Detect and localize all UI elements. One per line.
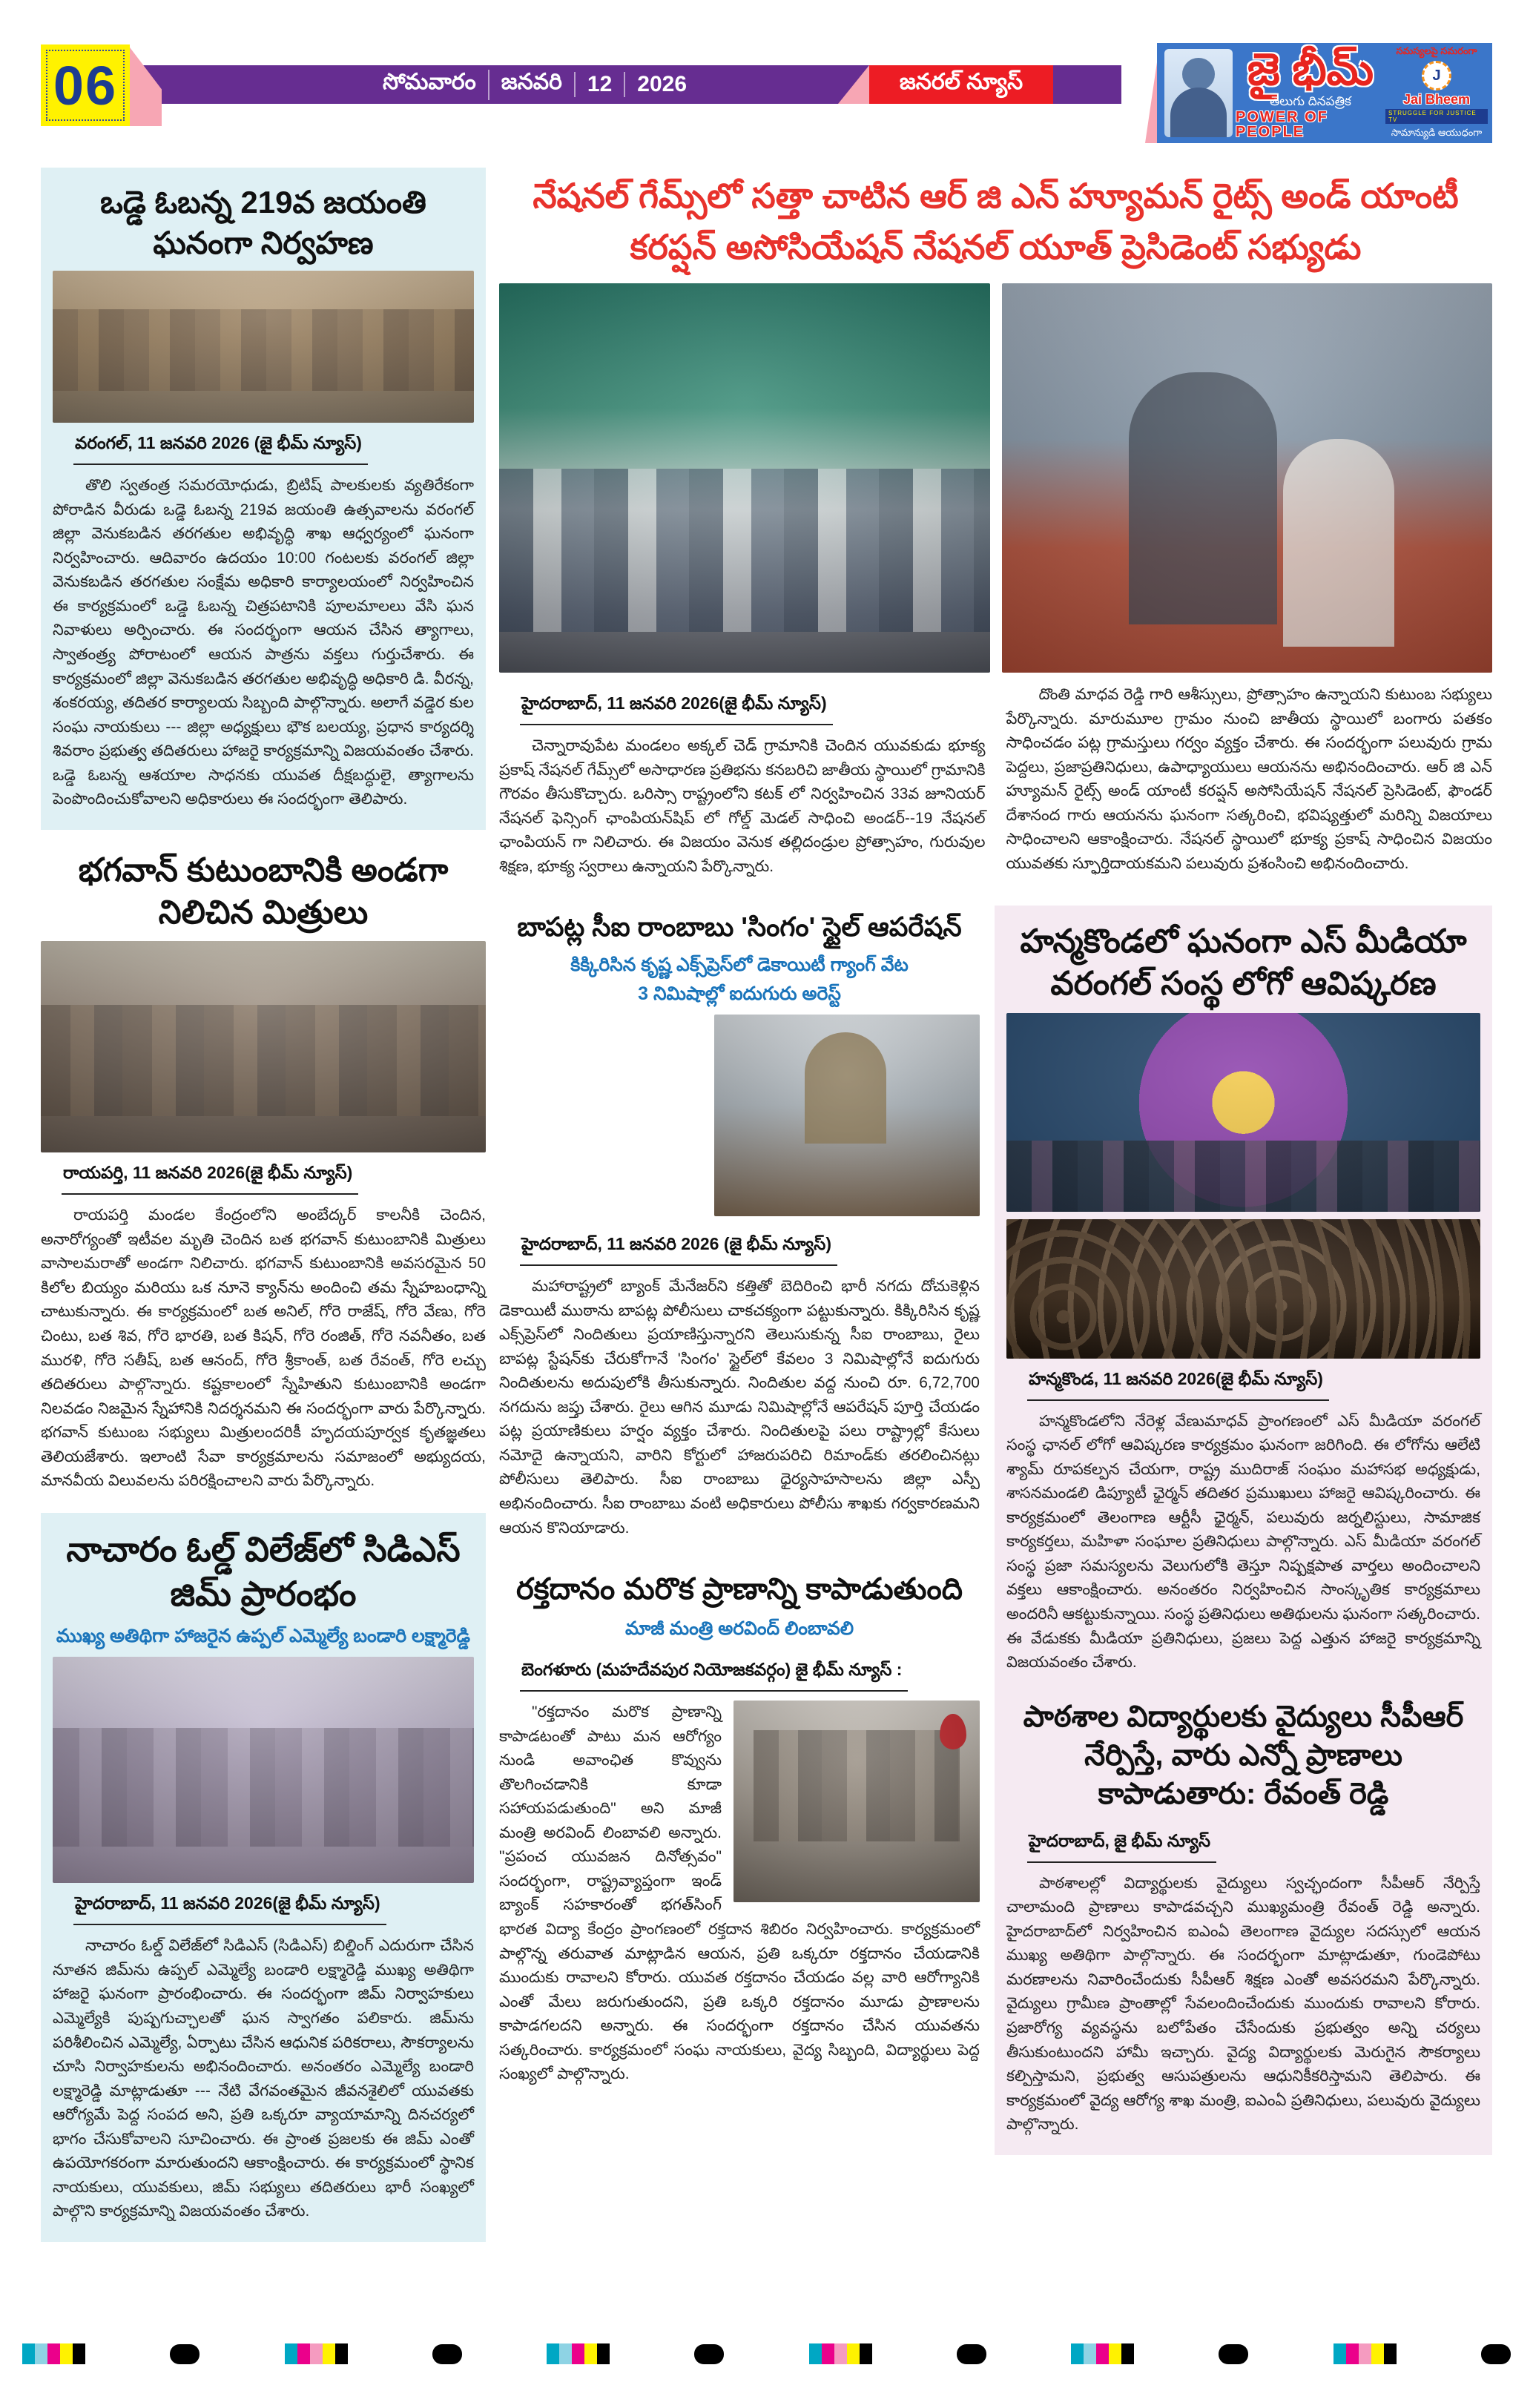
article-cpr [1006,1698,1480,2137]
registration-oval [1481,2344,1511,2364]
smedia-stage-photo [1006,1013,1480,1212]
logo-subtitle: తెలుగు దినపత్రిక [1270,93,1351,108]
article-bapatla-subhead2: 3 నిమిషాల్లో ఐదుగురు అరెస్ట్ [638,983,841,1005]
article-blood-body: "రక్తదానం మరొక ప్రాణాన్ని కాపాడటంతో పాటు మన ఆరోగ్యం నుండి అవాంఛిత కొవ్వును తొలగించడానికి కూడా సహాయపడుతుంది" అని మాజీ మంత్రి అరవింద్ లింబావలి అన్నారు. "ప్రపంచ యువజన దినోత్సవం" సందర్భంగా, రాష్ట్రవ్యాప్తంగా ఇండ్ బ్యాంక్ సహకారంతో భగత్‌సింగ్ భారత విద్యా కేంద్రం ప్రాంగణంలో రక్తదాన శిబిరం నిర్వహించారు. కార్యక్రమంలో పాల్గొన్న తరువాత మాట్లాడిన ఆయన, ప్రతి ఒక్కరూ రక్తదానం చేయడానికి ముందుకు రావాలని కోరారు. యువత రక్తదానం చేయడం వల్ల వారి ఆరోగ్యానికి ఎంతో మేలు జరుగుతుందని, ప్రతి ఒక్కరి రక్తదానం మూడు ప్రాణాలను కాపాడగలదని అన్నారు. ఈ సందర్భంగా రక్తదానం చేసిన యువతను సత్కరించారు. కార్యక్రమంలో సంఘ నాయకులు, వైద్య సిబ్బంది, విద్యార్థులు పెద్ద సంఖ్యలో పాల్గొన్నారు. [499,1703,980,2083]
article-bapatla-headline: బాపట్ల సీఐ రాంబాబు 'సింగం' స్టైల్ ఆపరేషన్ [517,911,962,943]
logo-tagline-top: సమస్యలపై సమరంగా [1396,45,1477,56]
national-games-photos [499,283,1492,673]
registration-oval [694,2344,724,2364]
article-smedia-headline: హన్మకొండలో ఘనంగా ఎస్ మీడియా వరంగల్ సంస్థ లోగో ఆవిష్కరణ [1020,923,1467,1003]
color-swatch-group [1071,2343,1134,2364]
article-gym-headline: నాచారం ఓల్డ్ విలేజ్‌లో సిడిఎస్ జిమ్ ప్రారంభం [66,1529,461,1613]
lower-split-row [499,906,1492,2154]
section-badge: జనరల్ న్యూస్ [869,65,1053,104]
page-content [41,168,1492,2242]
article-bapatla [499,910,980,1548]
article-gym-subhead: ముఖ్య అతిథిగా హాజరైన ఉప్పల్ ఎమ్మెల్యే బండారి లక్ష్మారెడ్డి [56,1626,471,1647]
article-bapatla-body: మహారాష్ట్రలో బ్యాంక్ మేనేజర్‌ని కత్తితో బెదిరించి భారీ నగదు దోచుకెళ్లిన డెకాయిటీ ముఠాను బాపట్ల పోలీసులు చాకచక్యంగా పట్టుకున్నారు. కిక్కిరిసిన కృష్ణ ఎక్స్‌ప్రెస్‌లో నిందితులు ప్రయాణిస్తున్నారని తెలుసుకున్న సీఐ రాంబాబు, రైలు బాపట్ల స్టేషన్‌కు చేరుకోగానే 'సింగం' స్టైల్‌లో కేవలం 3 నిమిషాల్లోనే ఐదుగురు నిందితులను అదుపులోకి తీసుకున్నారు. నిందితుల వద్ద నుంచి రూ. 6,72,700 నగదును జప్తు చేశారు. రైలు ఆగిన మూడు నిమిషాల్లోనే ఆపరేషన్ పూర్తి చేయడం పట్ల ప్రయాణికులు హర్షం వ్యక్తం చేశారు. నిందితులపై పలు రాష్ట్రాల్లో కేసులు నమోదై ఉన్నాయని, వారిని కోర్టులో హాజరుపరిచి రిమాండ్‌కు తరలించినట్లు పోలీసులు తెలిపారు. సీఐ రాంబాబు ధైర్యసాహసాలను జిల్లా ఎస్పీ అభినందించారు. సీఐ రాంబాబు వంటి అధికారులు పోలీసు శాఖకు గర్వకారణమని ఆయన కొనియాడారు. [499,1278,980,1537]
date-month: జనవరి [488,70,562,100]
date-day: 12 [574,72,612,97]
color-swatch-group [547,2343,610,2364]
article-blood-dateline: బెంగళూరు (మహదేవపుర నియోజకవర్గం) జై భీమ్ న్యూస్ : [520,1657,908,1692]
blood-donation-photo [733,1701,980,1902]
article-smedia-body: హన్మకొండలోని నేరెళ్ల వేణుమాధవ్ ప్రాంగణంలో ఎస్ మీడియా వరంగల్ సంస్థ ఛానల్ లోగో ఆవిష్కరణ కార్యక్రమం ఘనంగా జరిగింది. ఈ లోగోను ఆలేటి శ్యామ్ రూపకల్పన చేయగా, రాష్ట్ర ముదిరాజ్ సంఘం మహాసభ అధ్యక్షుడు, శాసనమండలి డిప్యూటీ ఛైర్మన్ తదితర ప్రముఖులు హాజరై ఆవిష్కరించారు. ఈ కార్యక్రమంలో తెలంగాణ ఆర్టీసీ ఛైర్మన్, పలువురు జర్నలిస్టులు, సామాజిక కార్యకర్తలు, మహిళా సంఘాల ప్రతినిధులు పాల్గొన్నారు. ఎస్ మీడియా వరంగల్ సంస్థ ప్రజా సమస్యలను వెలుగులోకి తెస్తూ నిష్పక్షపాత వార్తలు అందించాలని వక్తలు ఆకాంక్షించారు. అనంతరం నిర్వహించిన సాంస్కృతిక కార్యక్రమాలు అందరినీ ఆకట్టుకున్నాయి. సంస్థ ప్రతినిధులు అతిథులను ఘనంగా సత్కరించారు. ఈ వేడుకకు మీడియా ప్రతినిధులు, ప్రజలు పెద్ద ఎత్తున హాజరై కార్యక్రమాన్ని విజయవంతం చేశారు. [1006,1412,1480,1672]
article-national-games-dateline: హైదరాబాద్, 11 జనవరి 2026(జై భీమ్ న్యూస్) [520,690,833,725]
article-smedia [1006,920,1480,1675]
article-national-games-body-left: చెన్నారావుపేట మండలం అక్కల్ చెడ్ గ్రామానికి చెందిన యువకుడు భూక్య ప్రకాష్ నేషనల్ గేమ్స్‌లో అసాధారణ ప్రతిభను కనబరిచి జాతీయ స్థాయిలో గ్రామానికి గౌరవం తీసుకొచ్చారు. ఒరిస్సా రాష్ట్రంలోని కటక్ లో నిర్వహించిన 33వ జూనియర్ నేషనల్ ఫెన్సింగ్ ఛాంపియన్‌షిప్ లో గోల్డ్ మెడల్ సాధించి అండర్--19 నేషనల్ ఛాంపియన్ గా నిలిచారు. ఈ విజయం వెనుక తల్లిదండ్రుల ప్రోత్సాహం, గురువుల శిక్షణ, భూక్య స్వరాలు ఉన్నాయని పేర్కొన్నారు. [499,737,986,875]
article-gym [41,1513,486,2242]
article-bapatla-dateline: హైదరాబాద్, 11 జనవరి 2026 (జై భీమ్ న్యూస్) [520,1231,837,1266]
color-swatch-group [22,2343,85,2364]
date-bar [138,65,1121,104]
center-column [499,906,980,2094]
article-bhagwan-dateline: రాయపర్తి, 11 జనవరి 2026(జై భీమ్ న్యూస్) [62,1160,358,1195]
registration-oval [170,2344,200,2364]
masthead [0,43,1533,154]
article-obanna-body: తొలి స్వతంత్ర సమరయోధుడు, బ్రిటిష్ పాలకులకు వ్యతిరేకంగా పోరాడిన వీరుడు ఒడ్డె ఓబన్న 219వ జయంతి ఉత్సవాలను వరంగల్ జిల్లా వెనుకబడిన తరగతుల అభివృద్ధి శాఖ ఆధ్వర్యంలో ఘనంగా నిర్వహించారు. ఆదివారం ఉదయం 10:00 గంటలకు వరంగల్ జిల్లా వెనుకబడిన తరగతుల సంక్షేమ అధికారి కార్యాలయంలో నిర్వహించిన ఈ కార్యక్రమంలో ఒడ్డె ఓబన్న చిత్రపటానికి పూలమాలలు వేసి ఘన నివాళులు అర్పించారు. ఈ సందర్భంగా ఆయన చేసిన త్యాగాలు, స్వాతంత్ర్య పోరాటంలో ఆయన పాత్రను వక్తలు గుర్తుచేశారు. ఈ కార్యక్రమంలో జిల్లా వెనుకబడిన తరగతుల అభివృద్ధి అధికారి డి. వీరన్న, శంకరయ్య, తదితర కార్యాలయ సిబ్బంది పాల్గొన్నారు. అలాగే వడ్డెర కుల సంఘ నాయకులు --- జిల్లా అధ్యక్షులు భౌక బలయ్య, ప్రధాన కార్యదర్శి శివరాం ప్రభుత్వ తదితరులు హాజరై కార్యక్రమాన్ని విజయవంతం చేశారు. ఒడ్డె ఓబన్న ఆశయాల సాధనకు యువత దీక్షబద్ధులై, త్యాగాలను పెంపొందించుకోవాలని అధికారులు ఈ సందర్భంగా తెలిపారు. [53,477,475,808]
color-swatch-group [285,2343,348,2364]
article-gym-dateline: హైదరాబాద్, 11 జనవరి 2026(జై భీమ్ న్యూస్) [73,1890,386,1925]
bhagwan-friends-photo [41,941,486,1152]
jai-bheem-tv-strip: STRUGGLE FOR JUSTICE TV [1385,109,1488,124]
registration-oval [1219,2344,1248,2364]
ambedkar-portrait [1164,49,1233,137]
logo-title: జై భీమ్ [1247,44,1374,94]
article-obanna [41,168,486,830]
fencing-team-photo [499,283,990,673]
article-obanna-dateline: వరంగల్, 11 జనవరి 2026 (జై భీమ్ న్యూస్) [73,430,368,465]
registration-marks [22,2343,1511,2365]
right-column [995,906,1492,2154]
registration-oval [432,2344,462,2364]
article-national-games-body-right: దొంతి మాధవ రెడ్డి గారి ఆశీస్సులు, ప్రోత్సాహం ఉన్నాయని కుటుంబ సభ్యులు పేర్కొన్నారు. మారుమూల గ్రామం నుంచి జాతీయ స్థాయిలో బంగారు పతకం సాధించడం పట్ల గ్రామస్తులు గర్వం వ్యక్తం చేశారు. ఈ సందర్భంగా పలువురు గ్రామ పెద్దలు, ప్రజాప్రతినిధులు, ఉపాధ్యాయులు ఆయనను అభినందించారు. ఆర్ జి ఎన్ హ్యూమన్ రైట్స్ అండ్ యాంటీ కరప్షన్ అసోసియేషన్ నేషనల్ ప్రెసిడెంట్, ఫౌండర్ దేశానంద గారు ఆయనను ఘనంగా సత్కరించి, భవిష్యత్తులో మరిన్ని విజయాలు సాధించాలని ఆకాంక్షించారు. నేషనల్ స్థాయిలో భూక్య ప్రకాష్ సాధించిన విజయం యువతకు స్ఫూర్తిదాయకమని పలువురు ప్రశంసించి అభినందించారు. [1006,686,1492,872]
article-national-games [499,168,1492,886]
logo-tagline-bottom: సామాన్యుడి ఆయుధంగా [1391,127,1483,138]
article-bapatla-subhead1: కిక్కిరిసిన కృష్ణ ఎక్స్‌ప్రెస్‌లో డెకాయిటీ గ్యాంగ్ వేట [570,954,909,976]
left-column [41,168,486,2242]
bapatla-police-photo [714,1015,980,1216]
article-cpr-dateline: హైదరాబాద్, జై భీమ్ న్యూస్ [1027,1828,1216,1863]
article-obanna-headline: ఒడ్డె ఓబన్న 219వ జయంతి ఘనంగా నిర్వహణ [100,185,426,260]
color-swatch-group [1333,2343,1397,2364]
gym-opening-photo [53,1657,474,1883]
article-gym-body: నాచారం ఓల్డ్ విలేజ్‌లో సిడిఎస్ (సిడిఎస్) బిల్డింగ్ ఎదురుగా చేసిన నూతన జిమ్‌ను ఉప్పల్ ఎమ్మెల్యే బండారి లక్ష్మారెడ్డి ముఖ్య అతిథిగా హాజరై ఘనంగా ప్రారంభించారు. ఈ సందర్భంగా జిమ్ నిర్వాహకులు ఎమ్మెల్యేకి పుష్పగుచ్ఛాలతో ఘన స్వాగతం పలికారు. జిమ్‌ను పరిశీలించిన ఎమ్మెల్యే, ఏర్పాటు చేసిన ఆధునిక పరికరాలు, సౌకర్యాలను చూసి నిర్వాహకులను అభినందించారు. అనంతరం ఎమ్మెల్యే బండారి లక్ష్మారెడ్డి మాట్లాడుతూ --- నేటి వేగవంతమైన జీవనశైలిలో యువతకు ఆరోగ్యమే పెద్ద సంపద అని, ప్రతి ఒక్కరూ వ్యాయామాన్ని దినచర్యలో భాగం చేసుకోవాలని సూచించారు. ఈ ప్రాంత ప్రజలకు ఈ జిమ్ ఎంతో ఉపయోగకరంగా మారుతుందని ఆకాంక్షించారు. ఈ కార్యక్రమంలో స్థానిక నాయకులు, యువకులు, జిమ్ సభ్యులు తదితరులు భారీ సంఖ్యలో పాల్గొని కార్యక్రమాన్ని విజయవంతం చేశారు. [53,1937,474,2220]
page-number: 06 [53,54,118,116]
jai-bheem-tv-emblem-icon: J [1422,61,1451,90]
article-blood [499,1570,980,2094]
obanna-ceremony-photo [53,271,474,423]
jai-bheem-tv-name: Jai Bheem [1402,92,1471,107]
article-smedia-dateline: హన్మకొండ, 11 జనవరి 2026(జై భీమ్ న్యూస్) [1027,1366,1329,1401]
newspaper-logo [1157,43,1492,143]
date-year: 2026 [624,72,687,97]
logo-power-of-people: POWER OF PEOPLE [1236,108,1328,140]
registration-oval [957,2344,986,2364]
date-weekday: సోమవారం [383,69,476,94]
article-bhagwan [41,849,486,1494]
medal-winner-photo [1002,283,1493,673]
date-line [383,65,687,104]
national-games-text-columns [499,683,1492,886]
article-blood-headline: రక్తదానం మరొక ప్రాణాన్ని కాపాడుతుంది [515,1573,963,1606]
page-number-box [41,44,130,126]
article-bhagwan-headline: భగవాన్ కుటుంబానికి అండగా నిలిచిన మిత్రులు [78,851,449,931]
article-national-games-headline: నేషనల్ గేమ్స్‌లో సత్తా చాటిన ఆర్ జి ఎన్ హ్యూమన్ రైట్స్ అండ్ యాంటీ కరప్షన్ అసోసియేషన్ నేషనల్ యూత్ ప్రెసిడెంట్ సభ్యుడు [533,177,1459,266]
article-cpr-body: పాఠశాలల్లో విద్యార్థులకు వైద్యులు స్వచ్ఛందంగా సీపీఆర్ నేర్పిస్తే చాలామంది ప్రాణాలు కాపాడవచ్చని ముఖ్యమంత్రి రేవంత్ రెడ్డి అన్నారు. హైదరాబాద్‌లో నిర్వహించిన ఐఎంఏ తెలంగాణ వైద్యుల సదస్సులో ఆయన ముఖ్య అతిథిగా పాల్గొన్నారు. ఈ సందర్భంగా మాట్లాడుతూ, గుండెపోటు మరణాలను నివారించేందుకు సీపీఆర్ శిక్షణ ఎంతో అవసరమని పేర్కొన్నారు. వైద్యులు గ్రామీణ ప్రాంతాల్లో సేవలందించేందుకు ముందుకు రావాలని కోరారు. ప్రజారోగ్య వ్యవస్థను బలోపేతం చేసేందుకు ప్రభుత్వం అన్ని చర్యలు తీసుకుంటుందని హామీ ఇచ్చారు. వైద్య విద్యార్థులకు మెరుగైన సౌకర్యాలు కల్పిస్తామని, ప్రభుత్వ ఆసుపత్రులను ఆధునికీకరిస్తామని తెలిపారు. ఈ కార్యక్రమంలో వైద్య ఆరోగ్య శాఖ మంత్రి, ఐఎంఏ ప్రతినిధులు, పలువురు వైద్యులు పాల్గొన్నారు. [1006,1874,1480,2134]
color-swatch-group [809,2343,872,2364]
main-column [499,168,1492,2242]
article-blood-subhead: మాజీ మంత్రి అరవింద్ లింబావలి [624,1618,854,1640]
pagenum-pink-wedge [128,44,162,126]
smedia-audience-photo [1006,1219,1480,1359]
article-bhagwan-body: రాయపర్తి మండల కేంద్రంలోని అంబేద్కర్ కాలనీకి చెందిన, అనారోగ్యంతో ఇటీవల మృతి చెందిన బత భగవాన్ కుటుంబానికి మిత్రులు వాసాలమరాతో అండగా నిలిచారు. భగవాన్ కుటుంబానికి అవసరమైన 50 కిలోల బియ్యం మరియు ఒక నూనె క్యాన్‌ను అందించి తమ స్నేహబంధాన్ని చాటుకున్నారు. ఈ కార్యక్రమంలో బత అనిల్, గోరె రాజేష్, గోరె వేణు, గోరె చింటు, బత శివ, గోరె భారతి, బత కిషన్, గోరె రంజిత్, గోరె నవనీతం, బత మురళి, గోరె సతీష్, బత ఆనంద్, గోరె శ్రీకాంత్, బత రేవంత్, గోరె లచ్చు తదితరులు పాల్గొన్నారు. కష్టకాలంలో స్నేహితుని కుటుంబానికి అండగా నిలవడం నిజమైన స్నేహానికి నిదర్శనమని ఈ సందర్భంగా వారు పేర్కొన్నారు. భగవాన్ కుటుంబ సభ్యులు మిత్రులందరికీ హృదయపూర్వక కృతజ్ఞతలు తెలియజేశారు. ఇలాంటి సేవా కార్యక్రమాలను సమాజంలో అభ్యుదయ, మానవీయ విలువలను పరిరక్షించాలని వారు పేర్కొన్నారు. [41,1207,486,1490]
article-cpr-headline: పాఠశాల విద్యార్థులకు వైద్యులు సీపీఆర్ నేర్పిస్తే, వారు ఎన్నో ప్రాణాలు కాపాడుతారు: రేవంత్ రెడ్డి [1023,1700,1464,1810]
